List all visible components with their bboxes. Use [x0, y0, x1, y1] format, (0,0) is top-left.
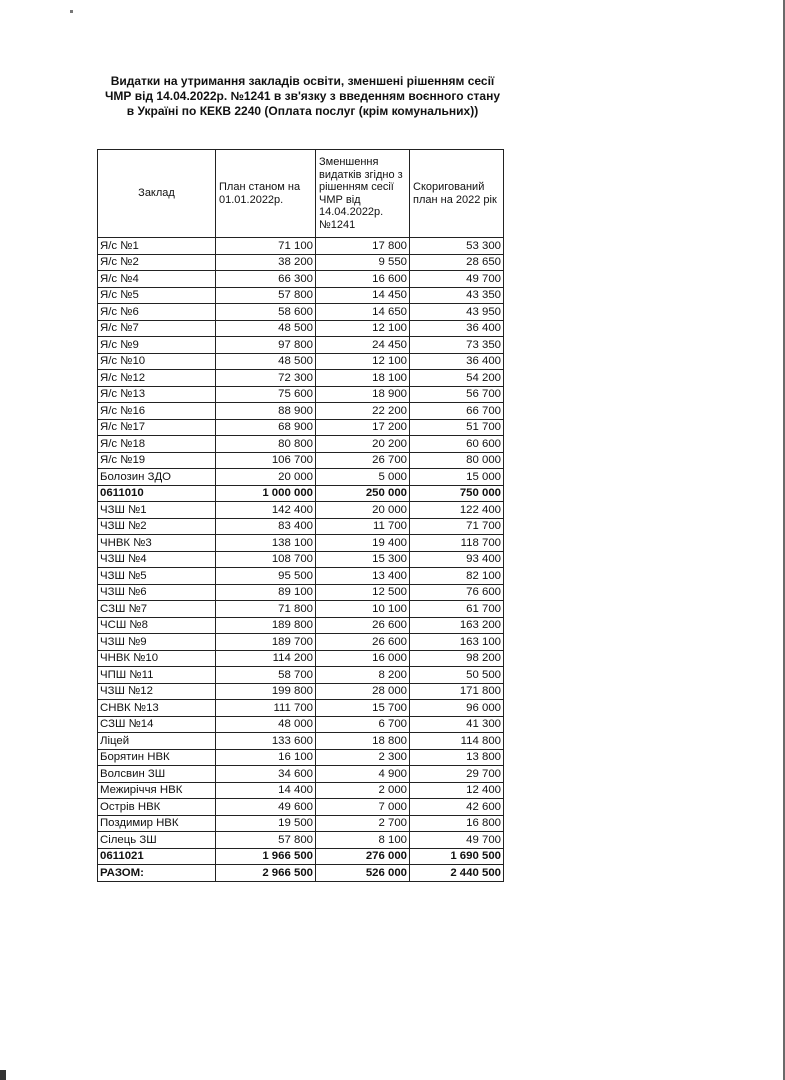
cell-reduction: 5 000 — [316, 469, 410, 486]
table-row — [98, 320, 504, 337]
cell-adjusted: 36 400 — [410, 320, 504, 337]
table-row — [98, 700, 504, 717]
cell-institution: 0611021 — [98, 848, 216, 865]
cell-adjusted: 41 300 — [410, 716, 504, 733]
cell-reduction: 526 000 — [316, 865, 410, 882]
cell-plan: 20 000 — [216, 469, 316, 486]
cell-institution: Я/с №10 — [98, 353, 216, 370]
cell-institution: Я/с №6 — [98, 304, 216, 321]
cell-institution: Я/с №7 — [98, 320, 216, 337]
cell-institution: Борятин НВК — [98, 749, 216, 766]
table-row — [98, 287, 504, 304]
cell-adjusted: 750 000 — [410, 485, 504, 502]
table-row — [98, 304, 504, 321]
cell-institution: Я/с №9 — [98, 337, 216, 354]
cell-institution: Межиріччя НВК — [98, 782, 216, 799]
cell-plan: 2 966 500 — [216, 865, 316, 882]
cell-adjusted: 118 700 — [410, 535, 504, 552]
cell-adjusted: 76 600 — [410, 584, 504, 601]
cell-reduction: 26 600 — [316, 634, 410, 651]
cell-adjusted: 53 300 — [410, 238, 504, 255]
table-row — [98, 419, 504, 436]
table-row — [98, 667, 504, 684]
cell-plan: 57 800 — [216, 832, 316, 849]
cell-institution: ЧЗШ №12 — [98, 683, 216, 700]
table-row — [98, 502, 504, 519]
table-row — [98, 403, 504, 420]
cell-reduction: 15 300 — [316, 551, 410, 568]
cell-reduction: 8 100 — [316, 832, 410, 849]
cell-reduction: 4 900 — [316, 766, 410, 783]
cell-plan: 142 400 — [216, 502, 316, 519]
cell-adjusted: 42 600 — [410, 799, 504, 816]
table-row — [98, 518, 504, 535]
cell-adjusted: 82 100 — [410, 568, 504, 585]
cell-institution: Я/с №16 — [98, 403, 216, 420]
table-row — [98, 815, 504, 832]
cell-adjusted: 98 200 — [410, 650, 504, 667]
document-title: Видатки на утримання закладів освіти, зменшені рішенням сесії ЧМР від 14.04.2022р. №1241 в зв'язку з введенням воєнного стану в Україні по КЕКВ 2240 (Оплата послуг (крім комунальних)) — [105, 74, 500, 118]
cell-adjusted: 15 000 — [410, 469, 504, 486]
cell-plan: 1 966 500 — [216, 848, 316, 865]
cell-plan: 16 100 — [216, 749, 316, 766]
cell-plan: 71 100 — [216, 238, 316, 255]
cell-reduction: 2 700 — [316, 815, 410, 832]
cell-reduction: 24 450 — [316, 337, 410, 354]
cell-institution: Острів НВК — [98, 799, 216, 816]
table-row — [98, 634, 504, 651]
cell-adjusted: 163 200 — [410, 617, 504, 634]
cell-institution: 0611010 — [98, 485, 216, 502]
table-row — [98, 782, 504, 799]
cell-institution: Я/с №17 — [98, 419, 216, 436]
cell-adjusted: 171 800 — [410, 683, 504, 700]
cell-adjusted: 16 800 — [410, 815, 504, 832]
cell-plan: 48 500 — [216, 353, 316, 370]
cell-reduction: 14 650 — [316, 304, 410, 321]
cell-reduction: 2 300 — [316, 749, 410, 766]
cell-plan: 14 400 — [216, 782, 316, 799]
cell-adjusted: 80 000 — [410, 452, 504, 469]
cell-reduction: 18 100 — [316, 370, 410, 387]
table-row — [98, 254, 504, 271]
table-row — [98, 832, 504, 849]
cell-institution: Я/с №13 — [98, 386, 216, 403]
cell-institution: Ліцей — [98, 733, 216, 750]
table-header-row — [98, 150, 504, 238]
cell-institution: СНВК №13 — [98, 700, 216, 717]
cell-institution: Я/с №19 — [98, 452, 216, 469]
table-row — [98, 683, 504, 700]
cell-reduction: 2 000 — [316, 782, 410, 799]
cell-plan: 106 700 — [216, 452, 316, 469]
cell-adjusted: 73 350 — [410, 337, 504, 354]
cell-adjusted: 51 700 — [410, 419, 504, 436]
cell-plan: 95 500 — [216, 568, 316, 585]
header-plan: План станом на 01.01.2022р. — [216, 150, 316, 238]
cell-institution: Я/с №2 — [98, 254, 216, 271]
table-row — [98, 485, 504, 502]
cell-adjusted: 49 700 — [410, 832, 504, 849]
cell-adjusted: 93 400 — [410, 551, 504, 568]
cell-adjusted: 28 650 — [410, 254, 504, 271]
table-row — [98, 733, 504, 750]
cell-reduction: 276 000 — [316, 848, 410, 865]
cell-plan: 133 600 — [216, 733, 316, 750]
table-row — [98, 584, 504, 601]
cell-reduction: 13 400 — [316, 568, 410, 585]
table-body — [98, 150, 504, 882]
cell-plan: 89 100 — [216, 584, 316, 601]
cell-institution: СЗШ №14 — [98, 716, 216, 733]
cell-institution: ЧЗШ №4 — [98, 551, 216, 568]
table-row — [98, 452, 504, 469]
cell-institution: ЧЗШ №5 — [98, 568, 216, 585]
cell-institution: Поздимир НВК — [98, 815, 216, 832]
cell-reduction: 12 500 — [316, 584, 410, 601]
table-row — [98, 386, 504, 403]
cell-adjusted: 60 600 — [410, 436, 504, 453]
cell-adjusted: 36 400 — [410, 353, 504, 370]
cell-reduction: 12 100 — [316, 353, 410, 370]
cell-institution: СЗШ №7 — [98, 601, 216, 618]
cell-adjusted: 96 000 — [410, 700, 504, 717]
cell-plan: 48 000 — [216, 716, 316, 733]
table-row — [98, 370, 504, 387]
cell-adjusted: 43 950 — [410, 304, 504, 321]
cell-reduction: 16 000 — [316, 650, 410, 667]
cell-adjusted: 1 690 500 — [410, 848, 504, 865]
cell-adjusted: 50 500 — [410, 667, 504, 684]
cell-reduction: 9 550 — [316, 254, 410, 271]
scan-speck — [70, 10, 73, 13]
cell-plan: 80 800 — [216, 436, 316, 453]
header-reduction: Зменшення видатків згідно з рішенням сесії ЧМР від 14.04.2022р. №1241 — [316, 150, 410, 238]
cell-adjusted: 29 700 — [410, 766, 504, 783]
cell-reduction: 26 700 — [316, 452, 410, 469]
cell-reduction: 22 200 — [316, 403, 410, 420]
scan-mark — [0, 1070, 6, 1080]
cell-institution: ЧНВК №3 — [98, 535, 216, 552]
table-row — [98, 617, 504, 634]
cell-reduction: 26 600 — [316, 617, 410, 634]
table-row — [98, 337, 504, 354]
cell-institution: ЧЗШ №1 — [98, 502, 216, 519]
cell-plan: 48 500 — [216, 320, 316, 337]
cell-adjusted: 163 100 — [410, 634, 504, 651]
cell-institution: Я/с №5 — [98, 287, 216, 304]
cell-reduction: 19 400 — [316, 535, 410, 552]
cell-adjusted: 2 440 500 — [410, 865, 504, 882]
cell-adjusted: 54 200 — [410, 370, 504, 387]
table-row — [98, 650, 504, 667]
cell-reduction: 10 100 — [316, 601, 410, 618]
cell-reduction: 18 900 — [316, 386, 410, 403]
cell-reduction: 250 000 — [316, 485, 410, 502]
cell-adjusted: 114 800 — [410, 733, 504, 750]
table-row — [98, 271, 504, 288]
cell-plan: 189 800 — [216, 617, 316, 634]
cell-adjusted: 13 800 — [410, 749, 504, 766]
cell-plan: 108 700 — [216, 551, 316, 568]
cell-reduction: 20 200 — [316, 436, 410, 453]
cell-plan: 72 300 — [216, 370, 316, 387]
cell-adjusted: 56 700 — [410, 386, 504, 403]
cell-plan: 114 200 — [216, 650, 316, 667]
cell-reduction: 15 700 — [316, 700, 410, 717]
table-row — [98, 238, 504, 255]
cell-plan: 19 500 — [216, 815, 316, 832]
cell-institution: ЧНВК №10 — [98, 650, 216, 667]
cell-institution: ЧЗШ №2 — [98, 518, 216, 535]
table-row — [98, 469, 504, 486]
header-institution: Заклад — [98, 150, 216, 238]
cell-reduction: 8 200 — [316, 667, 410, 684]
cell-reduction: 28 000 — [316, 683, 410, 700]
table-row — [98, 848, 504, 865]
cell-plan: 34 600 — [216, 766, 316, 783]
cell-reduction: 11 700 — [316, 518, 410, 535]
cell-institution: Болозин ЗДО — [98, 469, 216, 486]
cell-plan: 199 800 — [216, 683, 316, 700]
table-row — [98, 601, 504, 618]
cell-institution: ЧЗШ №6 — [98, 584, 216, 601]
cell-institution: ЧПШ №11 — [98, 667, 216, 684]
table-row — [98, 865, 504, 882]
cell-plan: 189 700 — [216, 634, 316, 651]
table-row — [98, 749, 504, 766]
cell-institution: Я/с №1 — [98, 238, 216, 255]
cell-reduction: 7 000 — [316, 799, 410, 816]
cell-adjusted: 43 350 — [410, 287, 504, 304]
cell-institution: ЧСШ №8 — [98, 617, 216, 634]
cell-adjusted: 49 700 — [410, 271, 504, 288]
cell-plan: 1 000 000 — [216, 485, 316, 502]
table-row — [98, 551, 504, 568]
cell-institution: Я/с №12 — [98, 370, 216, 387]
cell-reduction: 16 600 — [316, 271, 410, 288]
cell-institution: Сілець ЗШ — [98, 832, 216, 849]
cell-plan: 49 600 — [216, 799, 316, 816]
cell-plan: 57 800 — [216, 287, 316, 304]
header-adjusted: Скоригований план на 2022 рік — [410, 150, 504, 238]
table-row — [98, 353, 504, 370]
cell-reduction: 18 800 — [316, 733, 410, 750]
cell-plan: 66 300 — [216, 271, 316, 288]
cell-adjusted: 66 700 — [410, 403, 504, 420]
cell-plan: 68 900 — [216, 419, 316, 436]
cell-reduction: 14 450 — [316, 287, 410, 304]
cell-plan: 58 700 — [216, 667, 316, 684]
cell-institution: Я/с №18 — [98, 436, 216, 453]
cell-institution: Я/с №4 — [98, 271, 216, 288]
expenses-table — [97, 149, 504, 882]
cell-plan: 138 100 — [216, 535, 316, 552]
cell-plan: 75 600 — [216, 386, 316, 403]
cell-plan: 111 700 — [216, 700, 316, 717]
table-row — [98, 799, 504, 816]
cell-adjusted: 12 400 — [410, 782, 504, 799]
table-row — [98, 716, 504, 733]
cell-institution: ЧЗШ №9 — [98, 634, 216, 651]
cell-reduction: 17 800 — [316, 238, 410, 255]
cell-reduction: 20 000 — [316, 502, 410, 519]
cell-plan: 83 400 — [216, 518, 316, 535]
table-row — [98, 766, 504, 783]
table-row — [98, 436, 504, 453]
table-row — [98, 568, 504, 585]
cell-reduction: 17 200 — [316, 419, 410, 436]
cell-plan: 38 200 — [216, 254, 316, 271]
cell-reduction: 6 700 — [316, 716, 410, 733]
cell-plan: 58 600 — [216, 304, 316, 321]
cell-plan: 88 900 — [216, 403, 316, 420]
table-row — [98, 535, 504, 552]
cell-plan: 71 800 — [216, 601, 316, 618]
cell-adjusted: 122 400 — [410, 502, 504, 519]
cell-institution: РАЗОМ: — [98, 865, 216, 882]
cell-adjusted: 71 700 — [410, 518, 504, 535]
cell-plan: 97 800 — [216, 337, 316, 354]
cell-institution: Волсвин ЗШ — [98, 766, 216, 783]
cell-reduction: 12 100 — [316, 320, 410, 337]
cell-adjusted: 61 700 — [410, 601, 504, 618]
